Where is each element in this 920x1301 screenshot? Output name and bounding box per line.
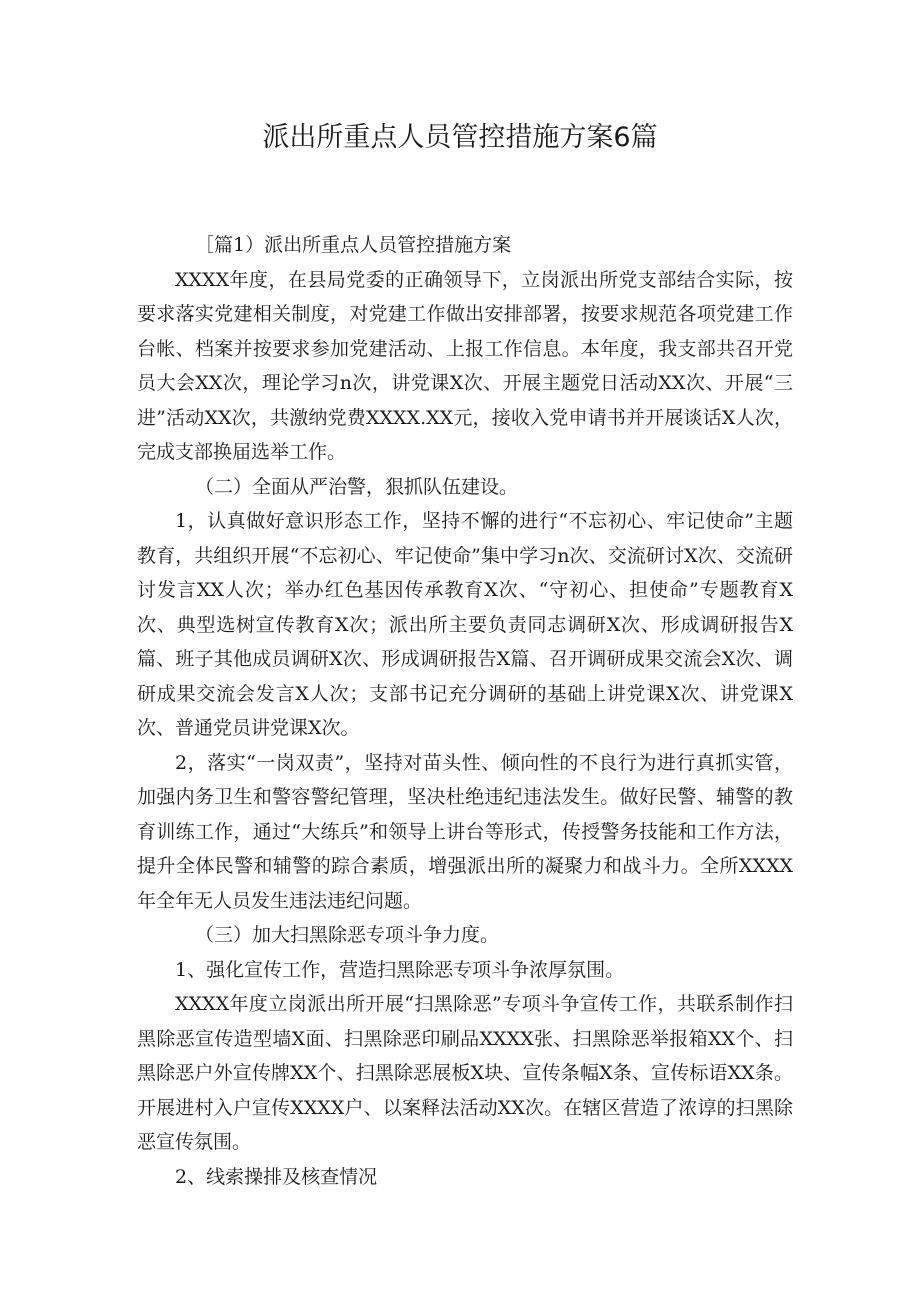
section-heading: （三）加大扫黑除恶专项斗争力度。	[195, 924, 500, 946]
section-heading: ［篇1）派出所重点人员管控措施方案	[195, 234, 512, 256]
paragraph: 1，认真做好意识形态工作，坚持不懈的进行“不忘初心、牢记使命”主题教育，共组织开展“不忘初心、牢记使命”集中学习n次、交流研讨X次、交流研讨发言XX人次；举办红色基因传承教育X次、“守初心、担使命”专题教育X次、典型选树宣传教育X次；派出所主要负责同志调研X次、形成调研报告X篇、班子其他成员调研X次、形成调研报告X篇、召开调研成果交流会X次、调研成果交流会发言X人次；支部书记充分调研的基础上讲党课X次、讲党课X次、普通党员讲党课X次。	[137, 510, 793, 739]
paragraph: 2，落实“一岗双责”，坚持对苗头性、倾向性的不良行为进行真抓实管，加强内务卫生和警容警纪管理，坚决杜绝违纪违法发生。做好民警、辅警的教育训练工作，通过“大练兵”和领导上讲台等形式，传授警务技能和工作方法，提升全体民警和辅警的踪合素质，增强派出所的凝聚力和战斗力。全所XXXX年全年无人员发生违法违纪问题。	[137, 751, 793, 912]
paragraph: XXXX年度立岗派出所开展“扫黑除恶”专项斗争宣传工作，共联系制作扫黑除恶宣传造型墙X面、扫黑除恶印刷品XXXX张、扫黑除恶举报箱XX个、扫黑除恶户外宣传牌XX个、扫黑除恶展板X块、宣传条幅X条、宣传标语XX条。开展进村入户宣传XXXX户、以案释法活动XX次。在辖区营造了浓谆的扫黑除恶宣传氛围。	[137, 993, 793, 1153]
subsection-heading: 2、线索操排及核查情况	[175, 1165, 378, 1188]
subsection-heading: 1、强化宣传工作，营造扫黑除恶专项斗争浓厚氛围。	[175, 958, 625, 981]
section-heading: （二）全面从严治警，狠抓队伍建设。	[195, 475, 519, 498]
paragraph: XXXX年度，在县局党委的正确领导下，立岗派出所党支部结合实际，按要求落实党建相关制度，对党建工作做出安排部署，按要求规范各项党建工作台帐、档案并按要求参加党建活动、上报工作信息。本年度，我支部共召开党员大会XX次，理论学习n次，讲党课X次、开展主题党日活动XX次、开展“三进”活动XX次，共激纳党费XXXX.XX元，接收入党申请书并开展谈话X人次，完成支部换届选举工作。	[137, 268, 793, 463]
document-title: 派出所重点人员管控措施方案6篇	[262, 122, 658, 153]
document-body	[137, 228, 793, 1194]
